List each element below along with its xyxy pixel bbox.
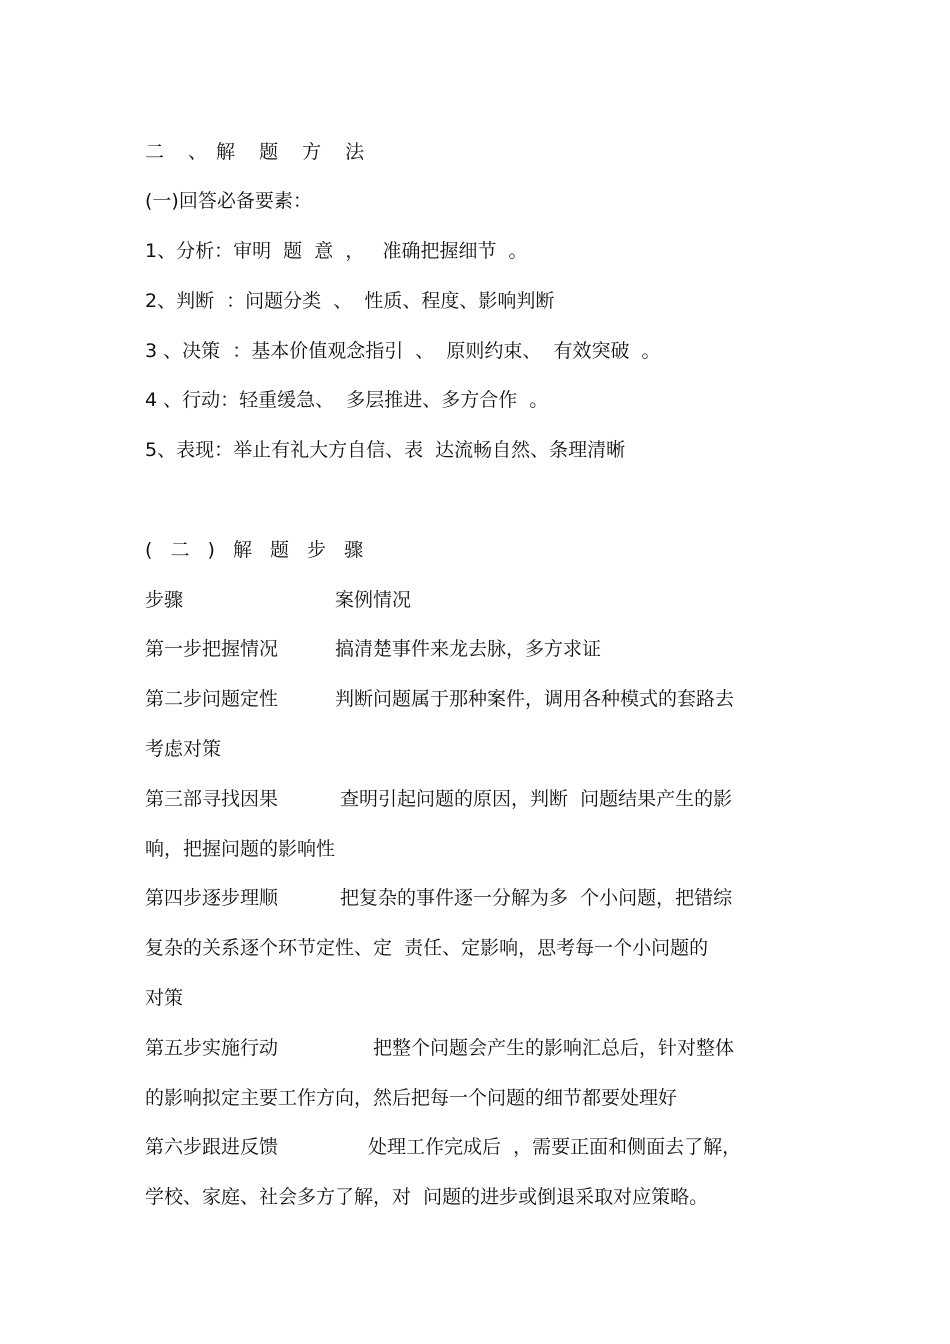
- step-description-continued: 复杂的关系逐个环节定性、定 责任、定影响，思考每一个小问题的: [145, 937, 709, 959]
- step-description: 搞清楚事件来龙去脉，多方求证: [335, 638, 602, 660]
- step-description-continued: 对策: [145, 987, 184, 1009]
- table-header-case: 案例情况: [335, 589, 412, 611]
- step-description: 判断问题属于那种案件，调用各种模式的套路去: [335, 688, 735, 710]
- element-item: 4 、行动：轻重缓急、 多层推进、多方合作 。: [145, 389, 549, 411]
- section-title: 二 、解 题 方 法: [145, 141, 374, 163]
- subsection-title-steps: ( 二 ) 解 题 步 骤: [145, 539, 370, 561]
- step-label: 第六步跟进反馈: [145, 1136, 279, 1158]
- step-label: 第一步把握情况: [145, 638, 279, 660]
- step-description-continued: 响，把握问题的影响性: [145, 838, 336, 860]
- step-label: 第三部寻找因果: [145, 788, 279, 810]
- table-header-step: 步骤: [145, 589, 184, 611]
- step-description: 把复杂的事件逐一分解为多 个小问题，把错综: [340, 887, 733, 909]
- subsection-title-elements: (一)回答必备要素：: [145, 190, 312, 212]
- step-description-continued: 考虑对策: [145, 738, 222, 760]
- step-label: 第五步实施行动: [145, 1037, 279, 1059]
- step-label: 第四步逐步理顺: [145, 887, 279, 909]
- step-description-continued: 的影响拟定主要工作方向，然后把每一个问题的细节都要处理好: [145, 1087, 678, 1109]
- step-description-continued: 学校、家庭、社会多方了解，对 问题的进步或倒退采取对应策略。: [145, 1186, 709, 1208]
- element-item: 5、表现：举止有礼大方自信、表 达流畅自然、条理清晰: [145, 439, 626, 461]
- element-item: 1、分析：审明 题 意 ， 准确把握细节 。: [145, 240, 528, 262]
- element-item: 2、判断 ：问题分类 、 性质、程度、影响判断: [145, 290, 555, 312]
- step-label: 第二步问题定性: [145, 688, 279, 710]
- step-description: 处理工作完成后 ，需要正面和侧面去了解，: [368, 1136, 742, 1158]
- element-item: 3 、决策 ：基本价值观念指引 、 原则约束、 有效突破 。: [145, 340, 661, 362]
- step-description: 把整个问题会产生的影响汇总后，针对整体: [373, 1037, 735, 1059]
- step-description: 查明引起问题的原因，判断 问题结果产生的影: [340, 788, 733, 810]
